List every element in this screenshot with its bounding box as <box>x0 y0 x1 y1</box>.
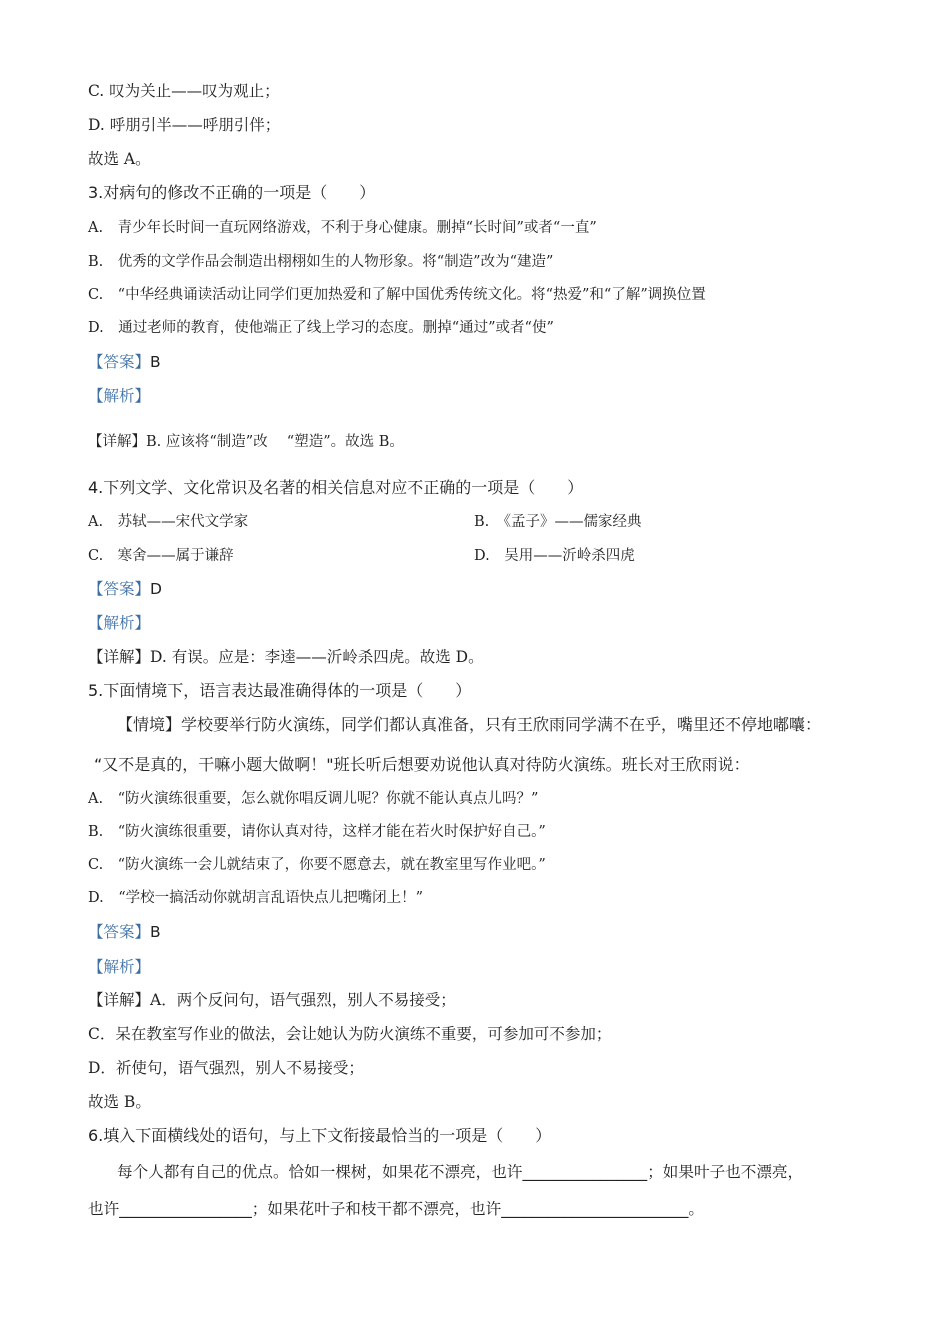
answer-tag: 【答案】 <box>88 580 151 598</box>
question-5-context: 【情境】学校要举行防火演练，同学们都认真准备，只有王欣雨同学满不在乎，嘴里还不停地嘟囔： <box>117 715 822 734</box>
question-4-option-d: D. 吴用——沂岭杀四虎 <box>474 548 635 564</box>
question-5-detail: D．祈使句，语气强烈，别人不易接受； <box>88 1059 364 1077</box>
question-3-detail: 【详解】B. 应该将“制造”改 “塑造”。故选 B。 <box>88 434 404 450</box>
analysis-tag: 【解析】 <box>88 387 151 405</box>
analysis-tag: 【解析】 <box>88 614 151 632</box>
question-3-option-c: C. “中华经典诵读活动让同学们更加热爱和了解中国优秀传统文化。将“热爱”和“了解”调换位置 <box>88 287 706 303</box>
answer-value: B <box>150 923 161 941</box>
question-5-conclusion: 故选 B。 <box>88 1093 151 1111</box>
question-3-option-a: A. 青少年长时间一直玩网络游戏，不利于身心健康。删掉“长时间”或者“一直” <box>88 220 597 236</box>
question-3-answer <box>88 351 161 373</box>
question-5-option-a: A. “防火演练很重要，怎么就你唱反调儿呢？你就不能认真点儿吗？” <box>88 791 539 807</box>
question-5-context: “又不是真的，干嘛小题大做啊！"班长听后想要劝说他认真对待防火演练。班长对王欣雨说： <box>94 755 750 774</box>
question-6-stem: 6.填入下面横线处的语句，与上下文衔接最恰当的一项是（ ） <box>88 1126 552 1145</box>
question-5-option-b: B. “防火演练很重要，请你认真对待，这样才能在若火时保护好自己。” <box>88 824 546 840</box>
question-5-answer <box>88 921 161 943</box>
question-5-option-c: C. “防火演练一会儿就结束了，你要不愿意去，就在教室里写作业吧。” <box>88 857 546 873</box>
question-3-stem: 3.对病句的修改不正确的一项是（ ） <box>88 183 376 202</box>
question-3-option-d: D. 通过老师的教育，使他端正了线上学习的态度。删掉“通过”或者“使” <box>88 320 554 336</box>
question-5-detail: C．呆在教室写作业的做法，会让她认为防火演练不重要，可参加可不参加； <box>88 1025 612 1043</box>
analysis-tag: 【解析】 <box>88 958 151 976</box>
conclusion-line: 故选 A。 <box>88 150 151 168</box>
question-4-option-a: A. 苏轼——宋代文学家 <box>88 514 249 530</box>
answer-value: D <box>150 580 162 598</box>
option-line: C. 叹为关止——叹为观止； <box>88 82 280 100</box>
question-4-answer <box>88 578 162 600</box>
question-4-option-c: C. 寒舍——属于谦辞 <box>88 548 234 564</box>
question-5-detail: 【详解】A．两个反问句，语气强烈，别人不易接受； <box>88 991 456 1009</box>
question-4-option-b: B. 《孟子》——儒家经典 <box>474 514 642 530</box>
question-3-option-b: B. 优秀的文学作品会制造出栩栩如生的人物形象。将“制造”改为“建造” <box>88 254 554 270</box>
question-5-stem: 5.下面情境下，语言表达最准确得体的一项是（ ） <box>88 681 472 700</box>
question-5-option-d: D. “学校一搞活动你就胡言乱语快点儿把嘴闭上！” <box>88 890 424 906</box>
answer-value: B <box>150 353 161 371</box>
question-6-text: 每个人都有自己的优点。恰如一棵树，如果花不漂亮，也许________________；如果叶子也不漂亮， <box>117 1163 804 1181</box>
question-6-text: 也许_________________；如果花叶子和枝干都不漂亮，也许________________________。 <box>88 1200 704 1218</box>
question-4-detail: 【详解】D. 有误。应是：李逵——沂岭杀四虎。故选 D。 <box>88 648 484 666</box>
answer-tag: 【答案】 <box>88 923 151 941</box>
option-line: D. 呼朋引半——呼朋引伴； <box>88 116 281 134</box>
answer-tag: 【答案】 <box>88 353 151 371</box>
question-4-stem: 4.下列文学、文化常识及名著的相关信息对应不正确的一项是（ ） <box>88 478 584 497</box>
